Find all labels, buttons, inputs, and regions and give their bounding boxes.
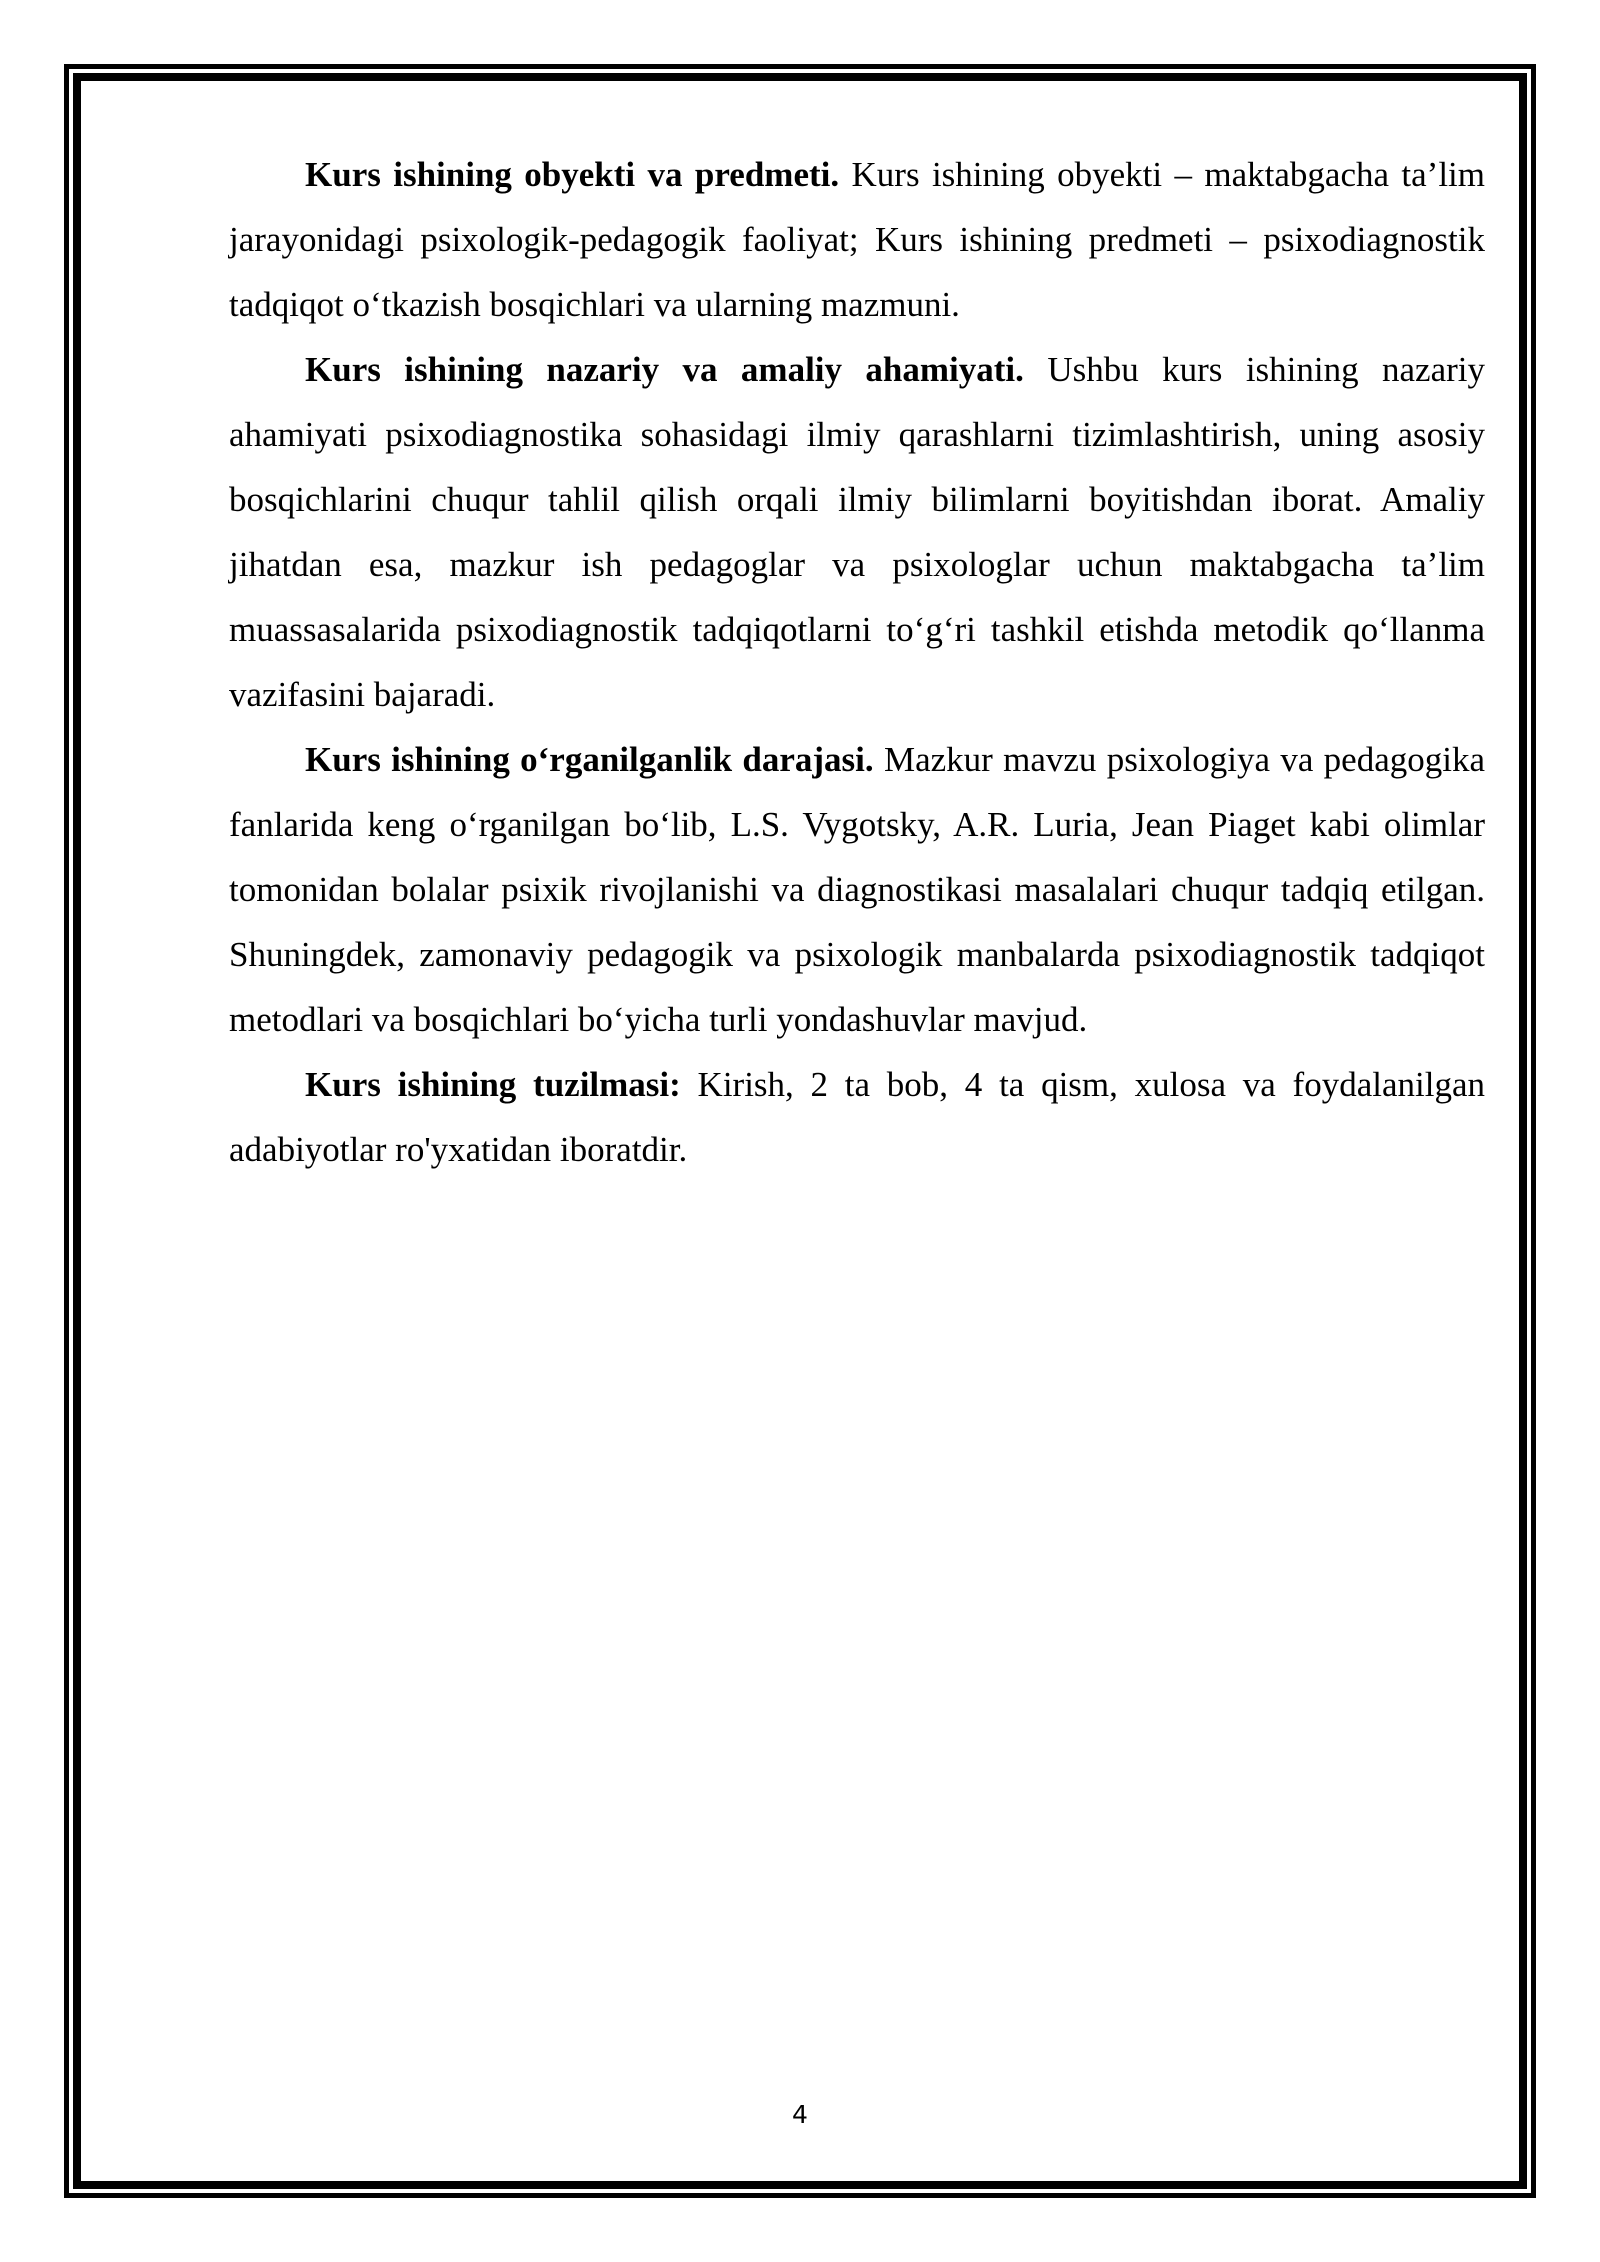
paragraph-text: Kurs ishining obyekti – maktabgacha ta’lim jarayonidagi psixologik-pedagogik faoliyat; Kurs ishining predmeti – psixodiagnostik tadqiqot o‘tkazish bosqichlari va ularning mazmuni.: [229, 155, 1485, 324]
paragraph-text: Ushbu kurs ishining nazariy ahamiyati psixodiagnostika sohasidagi ilmiy qarashlarni tizimlashtirish, uning asosiy bosqichlarini chuqur tahlil qilish orqali ilmiy bilimlarni boyitishdan iborat. Amaliy jihatdan esa, mazkur ish pedagoglar va psixologlar uchun maktabgacha ta’lim muassasalarida psixodiagnostik tadqiqotlarni to‘g‘ri tashkil etishda metodik qo‘llanma vazifasini bajaradi.: [229, 350, 1486, 714]
paragraph-object-subject: [229, 142, 1485, 337]
page-number: 4: [792, 2100, 808, 2129]
paragraph-heading: Kurs ishining tuzilmasi:: [305, 1065, 681, 1104]
document-body: [229, 142, 1485, 1182]
paragraph-significance: [229, 337, 1485, 727]
paragraph-study-degree: [229, 727, 1485, 1052]
paragraph-structure: [229, 1052, 1485, 1182]
paragraph-heading: Kurs ishining o‘rganilganlik darajasi.: [305, 740, 874, 779]
paragraph-heading: Kurs ishining nazariy va amaliy ahamiyati.: [305, 350, 1024, 389]
paragraph-text: Mazkur mavzu psixologiya va pedagogika fanlarida keng o‘rganilgan bo‘lib, L.S. Vygotsky, A.R. Luria, Jean Piaget kabi olimlar tomonidan bolalar psixik rivojlanishi va diagnostikasi masalalari chuqur tadqiq etilgan. Shuningdek, zamonaviy pedagogik va psixologik manbalarda psixodiagnostik tadqiqot metodlari va bosqichlari bo‘yicha turli yondashuvlar mavjud.: [229, 740, 1485, 1039]
paragraph-heading: Kurs ishining obyekti va predmeti.: [305, 155, 840, 194]
paragraph-text: Kirish, 2 ta bob, 4 ta qism, xulosa va foydalanilgan adabiyotlar ro'yxatidan iboratdir.: [229, 1065, 1485, 1169]
